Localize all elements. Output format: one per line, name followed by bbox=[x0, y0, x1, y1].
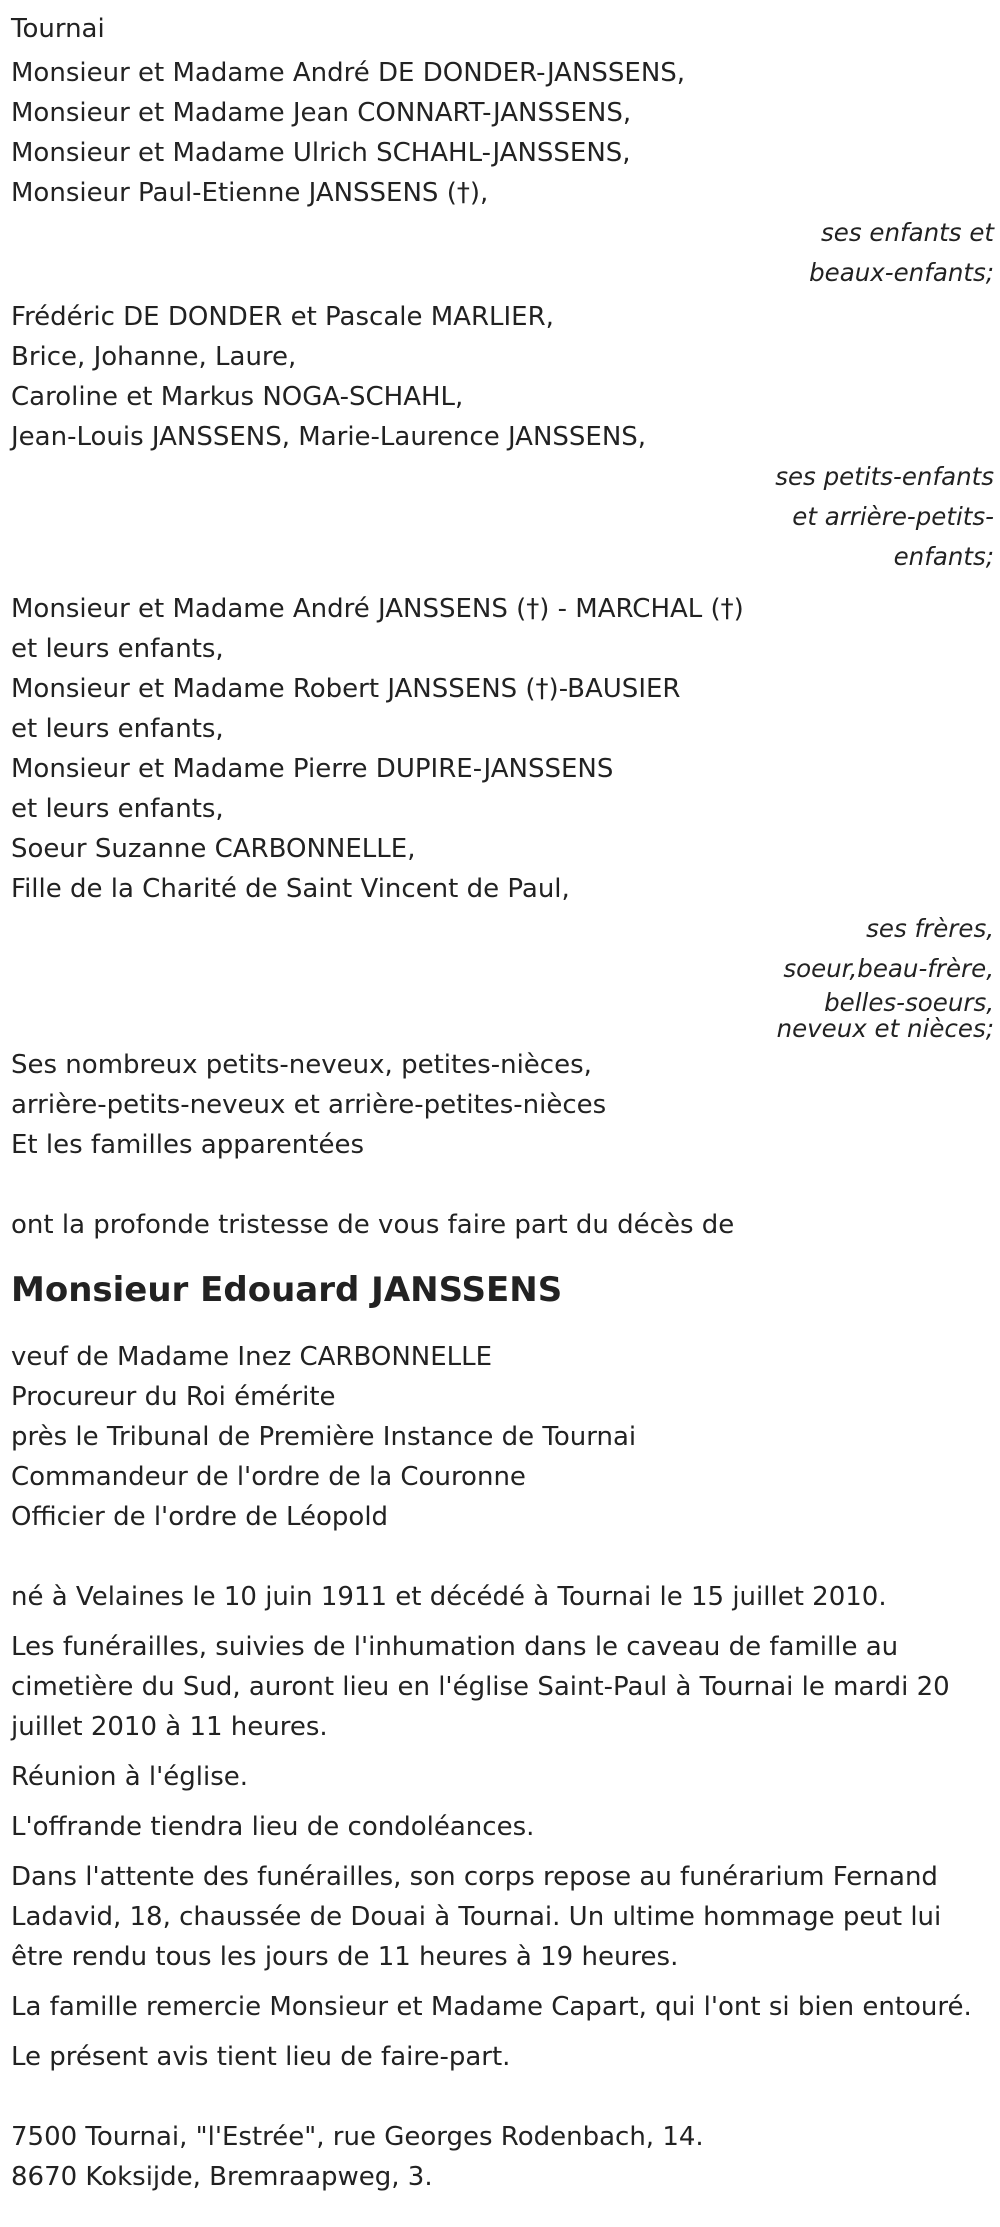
obituary-notice bbox=[11, 9, 994, 2197]
title-line: Officier de l'ordre de Léopold bbox=[11, 1502, 389, 1532]
sibling-line: Monsieur et Madame Robert JANSSENS (†)-BAUSIER bbox=[11, 674, 681, 704]
location: Tournai bbox=[11, 14, 105, 44]
relation-line: ses enfants et bbox=[821, 218, 994, 247]
spacer bbox=[11, 2087, 991, 2117]
title-line: veuf de Madame Inez CARBONNELLE bbox=[11, 1342, 493, 1372]
sibling-line: Monsieur et Madame Pierre DUPIRE-JANSSENS bbox=[11, 754, 614, 784]
funerarium-paragraph: Dans l'attente des funérailles, son corps repose au funérarium Fernand Ladavid, 18, chaussée de Douai à Tournai. Un ultime hommage peut lui être rendu tous les jours de 11 heures à 19 heures. bbox=[11, 1862, 942, 1972]
extended-family-line: Et les familles apparentées bbox=[11, 1130, 365, 1160]
announcement: ont la profonde tristesse de vous faire part du décès de bbox=[11, 1210, 735, 1240]
spacer bbox=[11, 1165, 991, 1205]
grandchildren-block bbox=[11, 297, 994, 577]
children-relation bbox=[11, 213, 994, 293]
funeral-paragraph: Les funérailles, suivies de l'inhumation dans le caveau de famille au cimetière du Sud, auront lieu en l'église Saint-Paul à Tournai le mardi 20 juillet 2010 à 11 heures. bbox=[11, 1632, 950, 1742]
relation-line: neveux et nièces; bbox=[776, 1014, 994, 1043]
sibling-line: Fille de la Charité de Saint Vincent de Paul, bbox=[11, 874, 570, 904]
grandchild-line: Caroline et Markus NOGA-SCHAHL, bbox=[11, 382, 464, 412]
siblings-relation bbox=[11, 909, 994, 1041]
address-line: 8670 Koksijde, Bremraapweg, 3. bbox=[11, 2162, 433, 2192]
grandchild-line: Brice, Johanne, Laure, bbox=[11, 342, 297, 372]
extended-family-line: arrière-petits-neveux et arrière-petites-nièces bbox=[11, 1090, 607, 1120]
addresses-block bbox=[11, 2117, 991, 2197]
thanks-paragraph: La famille remercie Monsieur et Madame Capart, qui l'ont si bien entouré. bbox=[11, 1992, 972, 2022]
sibling-line: et leurs enfants, bbox=[11, 714, 224, 744]
title-line: Commandeur de l'ordre de la Couronne bbox=[11, 1462, 526, 1492]
relation-line: belles-soeurs, bbox=[824, 988, 994, 1017]
extended-family-line: Ses nombreux petits-neveux, petites-nièces, bbox=[11, 1050, 592, 1080]
relation-line: et arrière-petits- bbox=[792, 502, 994, 531]
sibling-line: Soeur Suzanne CARBONNELLE, bbox=[11, 834, 416, 864]
details-block bbox=[11, 1577, 991, 2077]
address-line: 7500 Tournai, "l'Estrée", rue Georges Rodenbach, 14. bbox=[11, 2122, 704, 2152]
extended-family-block bbox=[11, 1045, 991, 1165]
relation-line: ses frères, bbox=[866, 914, 994, 943]
relation-line: ses petits-enfants bbox=[775, 462, 994, 491]
grandchild-line: Frédéric DE DONDER et Pascale MARLIER, bbox=[11, 302, 554, 332]
sibling-line: et leurs enfants, bbox=[11, 794, 224, 824]
titles-block bbox=[11, 1337, 991, 1537]
sibling-line: et leurs enfants, bbox=[11, 634, 224, 664]
child-line: Monsieur Paul-Etienne JANSSENS (†), bbox=[11, 178, 489, 208]
deceased-name: Monsieur Edouard JANSSENS bbox=[11, 1270, 563, 1310]
grandchild-line: Jean-Louis JANSSENS, Marie-Laurence JANSSENS, bbox=[11, 422, 647, 452]
title-line: Procureur du Roi émérite bbox=[11, 1382, 336, 1412]
offering-paragraph: L'offrande tiendra lieu de condoléances. bbox=[11, 1812, 535, 1842]
relation-line: beaux-enfants; bbox=[809, 258, 994, 287]
notice-paragraph: Le présent avis tient lieu de faire-part. bbox=[11, 2042, 511, 2072]
child-line: Monsieur et Madame Jean CONNART-JANSSENS, bbox=[11, 98, 632, 128]
child-line: Monsieur et Madame André DE DONDER-JANSSENS, bbox=[11, 58, 686, 88]
siblings-block bbox=[11, 589, 994, 1043]
meeting-paragraph: Réunion à l'église. bbox=[11, 1762, 249, 1792]
title-line: près le Tribunal de Première Instance de Tournai bbox=[11, 1422, 637, 1452]
birth-death-paragraph: né à Velaines le 10 juin 1911 et décédé à Tournai le 15 juillet 2010. bbox=[11, 1582, 887, 1612]
spacer bbox=[11, 1537, 991, 1577]
sibling-line: Monsieur et Madame André JANSSENS (†) - MARCHAL (†) bbox=[11, 594, 744, 624]
grandchildren-relation bbox=[11, 457, 994, 577]
child-line: Monsieur et Madame Ulrich SCHAHL-JANSSENS, bbox=[11, 138, 631, 168]
children-block bbox=[11, 53, 994, 293]
relation-line: enfants; bbox=[893, 542, 994, 571]
relation-line: soeur,beau-frère, bbox=[783, 954, 994, 983]
